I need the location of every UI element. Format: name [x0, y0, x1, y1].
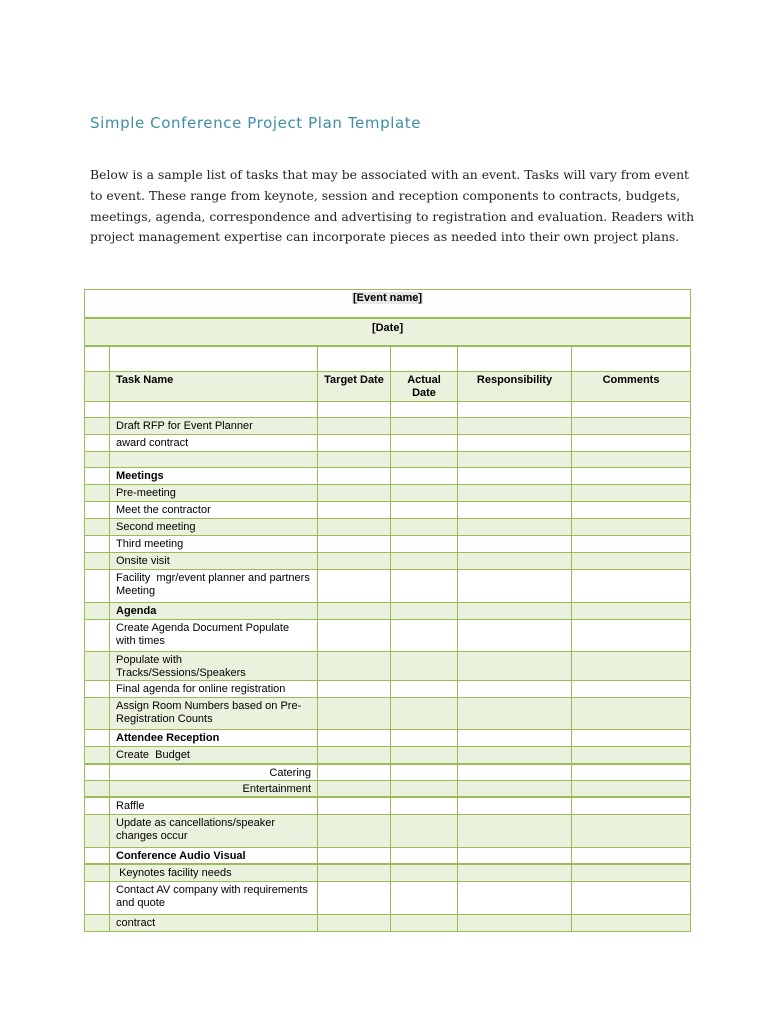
section-title: Attendee Reception — [110, 730, 318, 747]
empty-cell — [458, 764, 572, 781]
empty-cell — [85, 864, 110, 881]
task-row — [85, 485, 691, 502]
task-name: Create Budget — [110, 747, 318, 764]
empty-cell — [391, 747, 458, 764]
empty-cell — [458, 502, 572, 519]
task-list — [85, 418, 691, 932]
empty-cell — [318, 730, 391, 747]
intro-line: Below is a sample list of tasks that may be associated with an event. Tasks will vary from event — [90, 167, 690, 182]
task-row — [85, 652, 691, 681]
date-placeholder: [Date] — [85, 318, 691, 346]
empty-cell — [391, 881, 458, 914]
empty-cell — [572, 698, 691, 730]
empty-cell — [572, 570, 691, 603]
empty-cell — [458, 847, 572, 864]
empty-cell — [391, 435, 458, 452]
section-row — [85, 847, 691, 864]
task-name: award contract — [110, 435, 318, 452]
empty-cell — [391, 603, 458, 620]
empty-cell — [572, 452, 691, 468]
task-name: Final agenda for online registration — [110, 681, 318, 698]
task-name: Populate with Tracks/Sessions/Speakers — [110, 652, 318, 681]
task-row — [85, 519, 691, 536]
task-name: Create Agenda Document Populate with times — [110, 620, 318, 652]
empty-cell — [85, 747, 110, 764]
empty-cell — [572, 914, 691, 931]
empty-cell — [318, 468, 391, 485]
empty-cell — [85, 881, 110, 914]
empty-cell — [318, 797, 391, 814]
task-name: Contact AV company with requirements and quote — [110, 881, 318, 914]
empty-cell — [458, 914, 572, 931]
empty-cell — [572, 485, 691, 502]
task-row — [85, 502, 691, 519]
task-row — [85, 452, 691, 468]
spacer-row — [85, 402, 691, 418]
empty-cell — [391, 681, 458, 698]
intro-paragraph — [90, 165, 695, 248]
empty-cell — [391, 764, 458, 781]
empty-cell — [318, 652, 391, 681]
event-name-row — [85, 290, 691, 318]
empty-cell — [572, 620, 691, 652]
empty-cell — [572, 864, 691, 881]
empty-cell — [318, 536, 391, 553]
task-row — [85, 435, 691, 452]
empty-cell — [318, 485, 391, 502]
empty-cell — [318, 681, 391, 698]
task-name: Third meeting — [110, 536, 318, 553]
task-row — [85, 536, 691, 553]
empty-cell — [391, 652, 458, 681]
empty-cell — [572, 418, 691, 435]
empty-cell — [458, 435, 572, 452]
empty-cell — [572, 553, 691, 570]
empty-cell — [85, 570, 110, 603]
empty-cell — [391, 570, 458, 603]
empty-cell — [458, 519, 572, 536]
empty-cell — [85, 468, 110, 485]
task-name: contract — [110, 914, 318, 931]
task-row — [85, 553, 691, 570]
date-row — [85, 318, 691, 346]
empty-cell — [85, 730, 110, 747]
task-name: Onsite visit — [110, 553, 318, 570]
empty-cell — [85, 418, 110, 435]
empty-cell — [572, 730, 691, 747]
empty-cell — [391, 781, 458, 798]
task-row — [85, 781, 691, 798]
empty-cell — [458, 681, 572, 698]
empty-cell — [391, 620, 458, 652]
task-name: Facility mgr/event planner and partners Meeting — [110, 570, 318, 603]
empty-cell — [318, 603, 391, 620]
empty-cell — [85, 797, 110, 814]
task-name: Raffle — [110, 797, 318, 814]
empty-cell — [318, 914, 391, 931]
header-target-date: Target Date — [318, 372, 391, 402]
task-name: Assign Room Numbers based on Pre-Registration Counts — [110, 698, 318, 730]
task-row — [85, 864, 691, 881]
empty-cell — [318, 553, 391, 570]
task-row — [85, 914, 691, 931]
empty-cell — [318, 847, 391, 864]
empty-cell — [391, 536, 458, 553]
empty-cell — [318, 747, 391, 764]
empty-cell — [572, 652, 691, 681]
task-name — [110, 452, 318, 468]
empty-cell — [85, 914, 110, 931]
empty-cell — [391, 485, 458, 502]
empty-cell — [85, 814, 110, 847]
empty-cell — [391, 797, 458, 814]
empty-cell — [458, 603, 572, 620]
section-row — [85, 730, 691, 747]
empty-cell — [458, 553, 572, 570]
empty-cell — [458, 781, 572, 798]
empty-cell — [318, 418, 391, 435]
header-responsibility: Responsibility — [458, 372, 572, 402]
task-name: Pre-meeting — [110, 485, 318, 502]
empty-cell — [85, 781, 110, 798]
task-row — [85, 681, 691, 698]
section-title: Agenda — [110, 603, 318, 620]
empty-cell — [458, 452, 572, 468]
empty-cell — [391, 864, 458, 881]
empty-cell — [391, 847, 458, 864]
empty-cell — [391, 553, 458, 570]
task-row — [85, 814, 691, 847]
task-name: Second meeting — [110, 519, 318, 536]
header-row — [85, 372, 691, 402]
empty-cell — [572, 536, 691, 553]
empty-cell — [458, 468, 572, 485]
empty-cell — [572, 468, 691, 485]
task-row — [85, 570, 691, 603]
empty-cell — [391, 418, 458, 435]
empty-cell — [85, 536, 110, 553]
task-row — [85, 747, 691, 764]
task-row — [85, 764, 691, 781]
project-plan-table — [84, 289, 691, 932]
section-row — [85, 603, 691, 620]
empty-cell — [85, 502, 110, 519]
empty-cell — [458, 620, 572, 652]
section-row — [85, 468, 691, 485]
task-row — [85, 797, 691, 814]
empty-cell — [318, 781, 391, 798]
empty-cell — [572, 797, 691, 814]
empty-cell — [318, 502, 391, 519]
empty-cell — [458, 698, 572, 730]
empty-cell — [572, 603, 691, 620]
task-name: Entertainment — [110, 781, 318, 798]
empty-cell — [391, 914, 458, 931]
empty-cell — [85, 435, 110, 452]
empty-cell — [458, 797, 572, 814]
empty-cell — [318, 570, 391, 603]
empty-cell — [85, 452, 110, 468]
task-row — [85, 698, 691, 730]
task-row — [85, 620, 691, 652]
empty-cell — [572, 519, 691, 536]
event-name-placeholder: [Event name] — [353, 292, 423, 304]
empty-cell — [458, 418, 572, 435]
empty-cell — [458, 652, 572, 681]
empty-cell — [458, 747, 572, 764]
empty-cell — [458, 536, 572, 553]
header-task-name: Task Name — [110, 372, 318, 402]
empty-cell — [391, 519, 458, 536]
task-name: Meet the contractor — [110, 502, 318, 519]
header-comments: Comments — [572, 372, 691, 402]
empty-cell — [458, 570, 572, 603]
task-name: Draft RFP for Event Planner — [110, 418, 318, 435]
task-name: Keynotes facility needs — [110, 864, 318, 881]
empty-cell — [318, 764, 391, 781]
empty-cell — [318, 881, 391, 914]
empty-cell — [85, 698, 110, 730]
empty-cell — [391, 698, 458, 730]
empty-cell — [318, 864, 391, 881]
task-row — [85, 881, 691, 914]
section-title: Meetings — [110, 468, 318, 485]
empty-cell — [85, 681, 110, 698]
section-title: Conference Audio Visual — [110, 847, 318, 864]
empty-cell — [85, 652, 110, 681]
empty-cell — [85, 764, 110, 781]
empty-cell — [572, 764, 691, 781]
empty-cell — [391, 502, 458, 519]
empty-cell — [391, 730, 458, 747]
empty-cell — [572, 681, 691, 698]
empty-cell — [318, 435, 391, 452]
empty-cell — [85, 553, 110, 570]
empty-cell — [572, 502, 691, 519]
empty-cell — [572, 847, 691, 864]
empty-cell — [85, 485, 110, 502]
empty-cell — [318, 814, 391, 847]
empty-cell — [318, 519, 391, 536]
empty-cell — [318, 620, 391, 652]
intro-line: meetings, agenda, correspondence and advertising to registration and evaluation. Readers with — [90, 208, 695, 224]
intro-line: project management expertise can incorporate pieces as needed into their own project plans. — [90, 229, 680, 245]
header-actual-date: Actual Date — [391, 372, 458, 402]
empty-cell — [572, 814, 691, 847]
empty-cell — [572, 435, 691, 452]
task-row — [85, 418, 691, 435]
empty-cell — [458, 864, 572, 881]
empty-cell — [572, 881, 691, 914]
task-name: Update as cancellations/speaker changes occur — [110, 814, 318, 847]
empty-cell — [391, 452, 458, 468]
task-name: Catering — [110, 764, 318, 781]
blank-row — [85, 346, 691, 372]
empty-cell — [318, 698, 391, 730]
empty-cell — [458, 730, 572, 747]
empty-cell — [391, 814, 458, 847]
empty-cell — [85, 620, 110, 652]
empty-cell — [85, 847, 110, 864]
intro-line: to event. These range from keynote, session and reception components to contracts, budgets, — [90, 187, 681, 203]
empty-cell — [458, 881, 572, 914]
empty-cell — [85, 519, 110, 536]
empty-cell — [391, 468, 458, 485]
page-title: Simple Conference Project Plan Template — [90, 114, 422, 132]
empty-cell — [458, 485, 572, 502]
empty-cell — [572, 747, 691, 764]
empty-cell — [85, 603, 110, 620]
empty-cell — [318, 452, 391, 468]
empty-cell — [458, 814, 572, 847]
empty-cell — [572, 781, 691, 798]
